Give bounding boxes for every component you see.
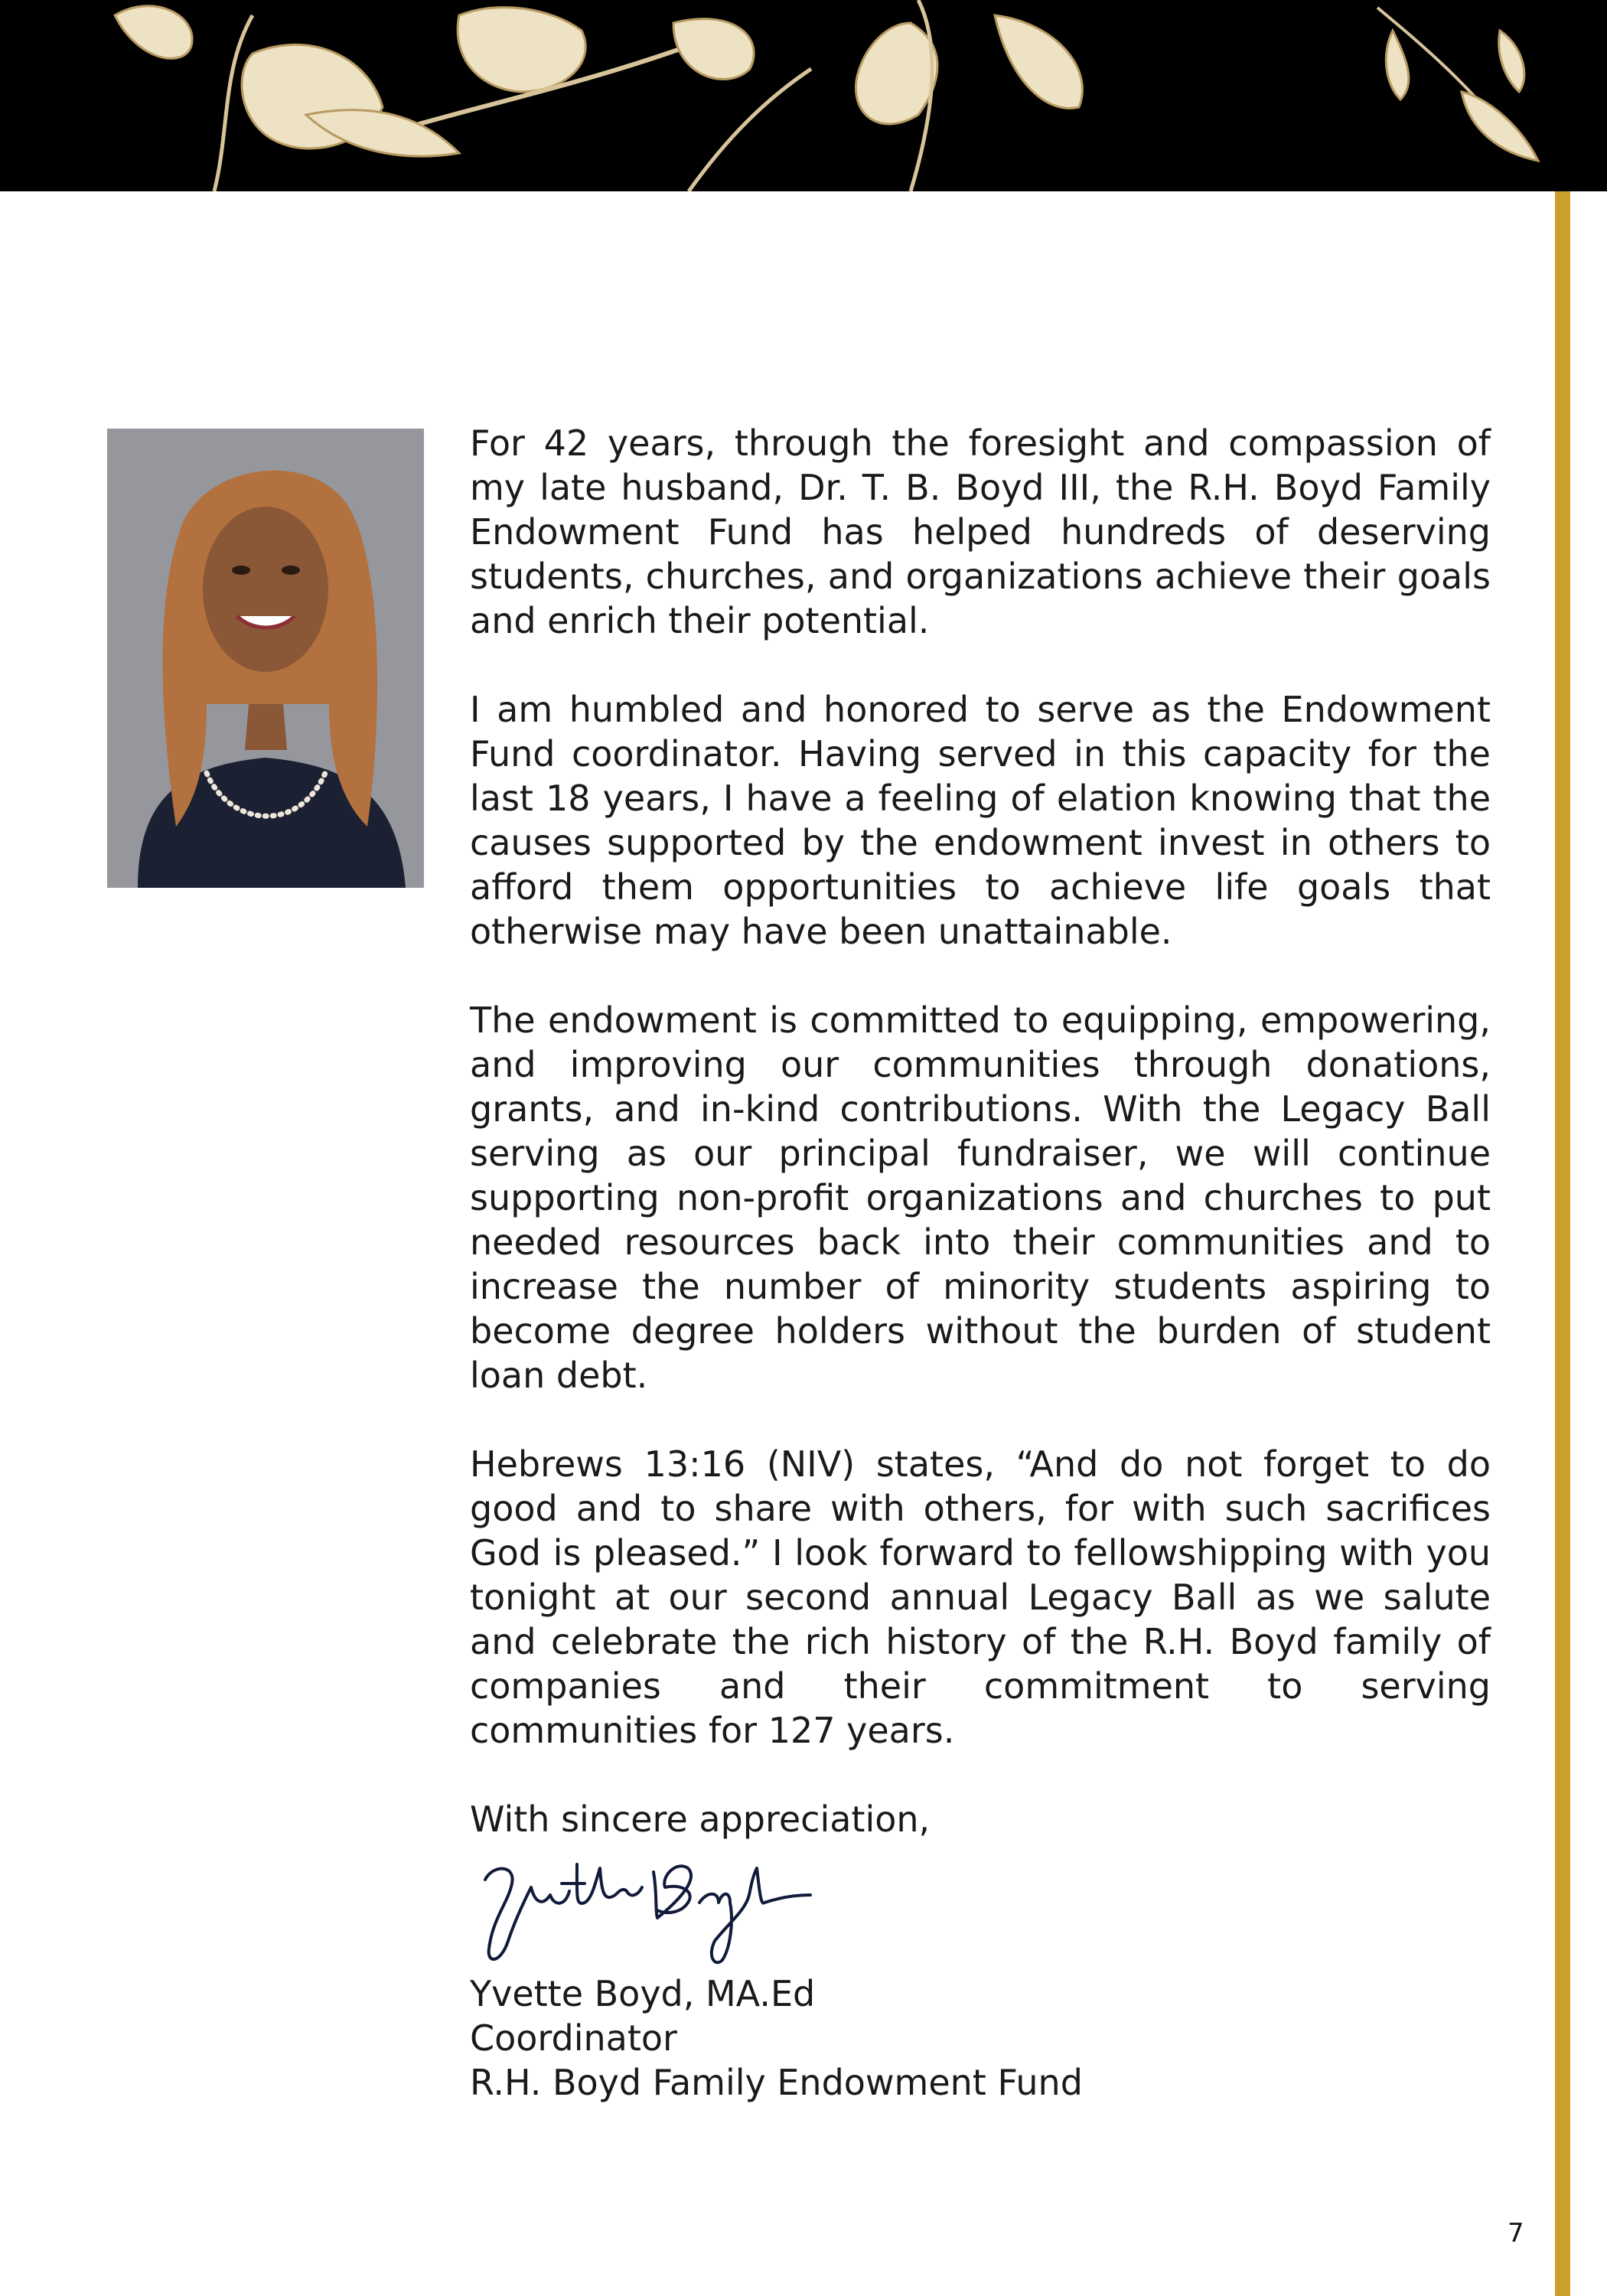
portrait-photo xyxy=(107,429,424,888)
letter-paragraph-3: The endowment is committed to equipping, empowering, and improving our communities through donations, grants, and in-kind contributions. With the Legacy Ball serving as our principal fundraiser, we will continue supporting non-profit organizations and churches to put needed resources back into their communities and to increase the number of minority students aspiring to become degree holders without the burden of student loan debt. xyxy=(470,1000,1491,1396)
floral-illustration xyxy=(0,0,1607,191)
page-number: 7 xyxy=(1508,2218,1524,2249)
floral-header-banner xyxy=(0,0,1607,191)
portrait-illustration xyxy=(107,429,424,888)
signer-organization: R.H. Boyd Family Endowment Fund xyxy=(470,2062,1083,2103)
signer-name: Yvette Boyd, MA.Ed xyxy=(470,1973,816,2014)
gold-accent-bar xyxy=(1555,191,1570,2296)
letter-paragraph-2: I am humbled and honored to serve as the Endowment Fund coordinator. Having served in this capacity for the last 18 years, I have a feeling of elation knowing that the causes supported by the endowment invest in others to afford them opportunities to achieve life goals that otherwise may have been unattainable. xyxy=(470,689,1491,952)
closing-line: With sincere appreciation, xyxy=(470,1799,931,1840)
letter-paragraph-1: For 42 years, through the foresight and compassion of my late husband, Dr. T. B. Boyd III, the R.H. Boyd Family Endowment Fund has helped hundreds of deserving students, churches, and organizations achieve their goals and enrich their potential. xyxy=(470,422,1491,641)
signer-block xyxy=(470,1971,1491,2105)
letter-paragraph-4: Hebrews 13:16 (NIV) states, “And do not forget to do good and to share with others, for with such sacrifices God is pleased.” I look forward to fellowshipping with you tonight at our second annual Legacy Ball as we salute and celebrate the rich history of the R.H. Boyd family of companies and their commitment to serving communities for 127 years. xyxy=(470,1443,1491,1751)
signature xyxy=(470,1849,830,1971)
letter-body xyxy=(470,421,1491,2105)
signer-title: Coordinator xyxy=(470,2017,677,2059)
